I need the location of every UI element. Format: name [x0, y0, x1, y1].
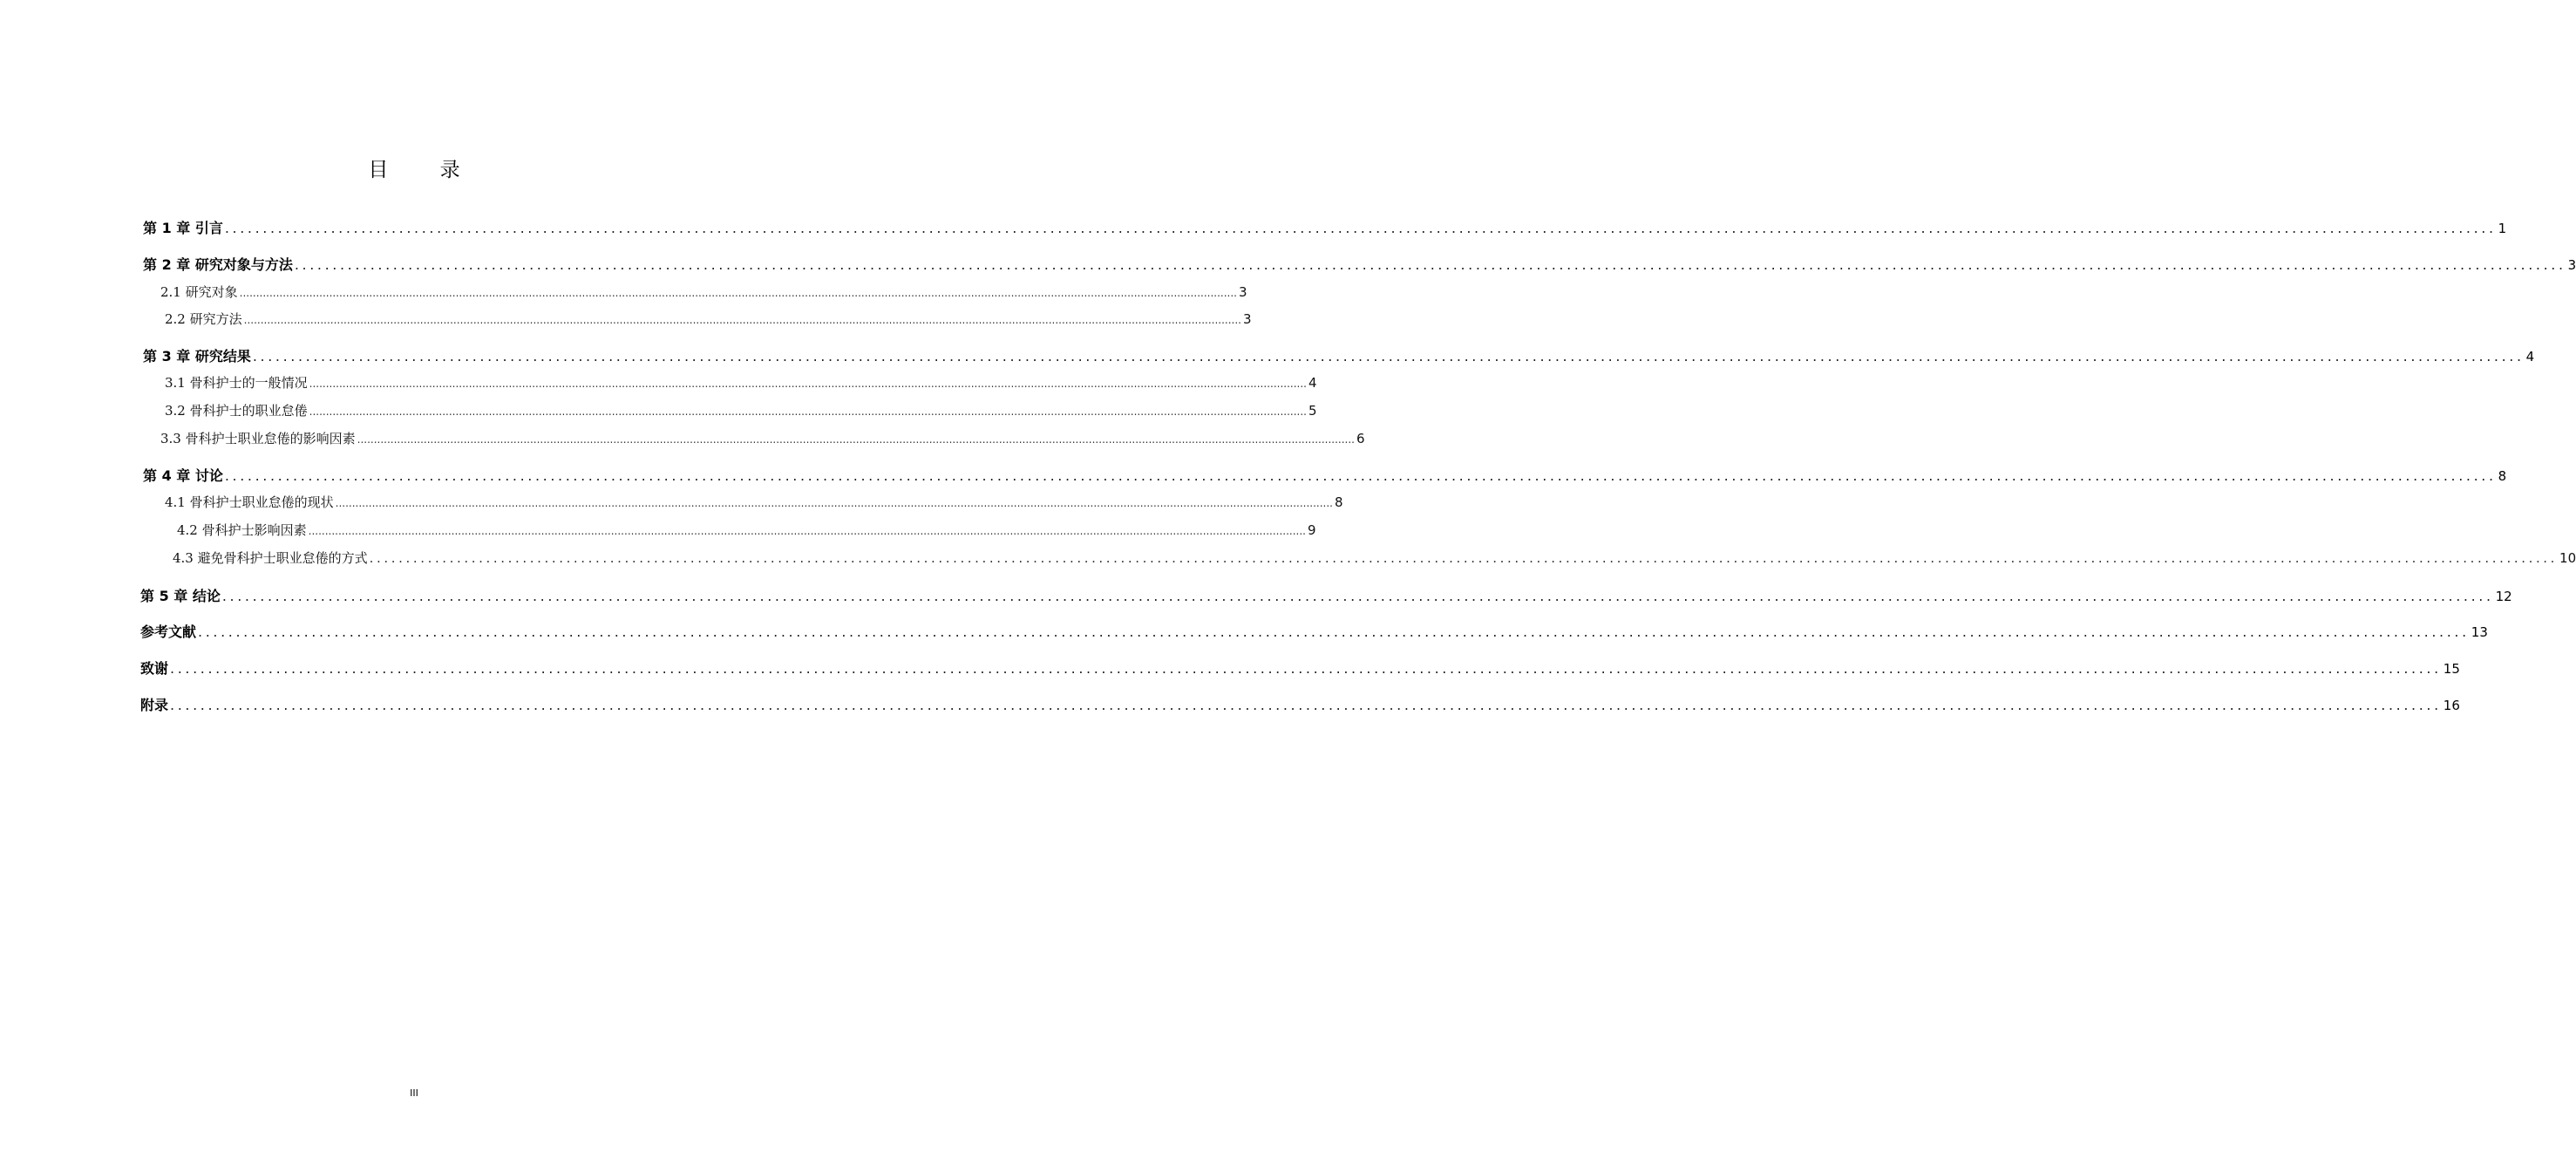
- toc-entry-page: 3: [1242, 311, 1252, 327]
- toc-entry-label: 3.1 骨科护士的一般情况: [165, 375, 308, 391]
- toc-entry-label: 4.3 避免骨科护士职业怠倦的方式: [173, 550, 368, 566]
- toc-entry-label: 2.1 研究对象: [160, 284, 238, 300]
- toc-entry-section-2-2[interactable]: [165, 310, 1252, 328]
- toc-dot-leader: ............................................................................................................................................................................................................................................................................................................: [252, 348, 2525, 365]
- toc-entry-page: 4: [2525, 349, 2535, 365]
- toc-entry-page: 12: [2495, 589, 2512, 604]
- toc-entry-page: 6: [1356, 431, 1365, 446]
- toc-entry-label: 4.1 骨科护士职业怠倦的现状: [165, 494, 334, 510]
- toc-entry-chapter-1[interactable]: [143, 217, 2507, 237]
- toc-entry-chapter-2[interactable]: [143, 254, 2576, 274]
- toc-entry-page: 15: [2443, 661, 2460, 677]
- toc-entry-chapter-3[interactable]: [143, 345, 2535, 365]
- toc-entry-page: 10: [2559, 550, 2576, 566]
- toc-dot-leader: ............................................................................................................................................................................................................................................................................................................: [224, 220, 2497, 236]
- toc-entry-chapter-5[interactable]: [140, 585, 2512, 605]
- toc-dot-leader: ............................................................................................................................................................................................................................................................................................................: [170, 697, 2442, 713]
- toc-entry-label: 2.2 研究方法: [165, 311, 242, 327]
- toc-entry-label: 第 1 章 引言: [143, 220, 223, 236]
- toc-entry-page: 8: [1334, 494, 1343, 510]
- toc-dot-leader: ............................................................................................................................................................................................................................................................................................................: [335, 497, 1333, 509]
- toc-dot-leader: ............................................................................................................................................................................................................................................................................................................: [224, 467, 2497, 484]
- toc-dot-leader: ............................................................................................................................................................................................................................................................................................................: [309, 378, 1307, 390]
- toc-entry-section-3-3[interactable]: [160, 429, 1365, 447]
- toc-entry-section-4-2[interactable]: [177, 521, 1316, 539]
- toc-entry-label: 3.2 骨科护士的职业怠倦: [165, 403, 308, 419]
- toc-entry-page: 8: [2498, 468, 2507, 484]
- toc-dot-leader: ............................................................................................................................................................................................................................................................................................................: [294, 256, 2566, 273]
- toc-entry-section-2-1[interactable]: [160, 283, 1247, 301]
- toc-entry-page: 3: [1238, 284, 1247, 300]
- toc-entry-label: 第 5 章 结论: [140, 588, 221, 604]
- toc-entry-section-3-1[interactable]: [165, 373, 1317, 392]
- toc-entry-section-4-1[interactable]: [165, 493, 1343, 511]
- toc-entry-section-4-3[interactable]: [173, 549, 2576, 567]
- toc-entry-label: 致谢: [140, 660, 169, 677]
- toc-entry-page: 16: [2443, 698, 2460, 713]
- page-number: III: [410, 1087, 418, 1099]
- toc-entry-label: 第 2 章 研究对象与方法: [143, 256, 293, 273]
- toc-entry-label: 第 3 章 研究结果: [143, 348, 251, 365]
- toc-entry-page: 4: [1308, 375, 1317, 391]
- toc-entry-page: 9: [1307, 522, 1316, 538]
- toc-entry-chapter-4[interactable]: [143, 465, 2507, 485]
- toc-dot-leader: ............................................................................................................................................................................................................................................................................................................: [309, 405, 1307, 418]
- toc-entry-appendix[interactable]: [140, 694, 2460, 714]
- toc-entry-label: 4.2 骨科护士影响因素: [177, 522, 307, 538]
- toc-entry-label: 第 4 章 讨论: [143, 467, 223, 484]
- toc-entry-label: 附录: [140, 697, 169, 713]
- toc-dot-leader: ............................................................................................................................................................................................................................................................................................................: [239, 287, 1237, 299]
- toc-entry-label: 3.3 骨科护士职业怠倦的影响因素: [160, 431, 356, 446]
- toc-dot-leader: ............................................................................................................................................................................................................................................................................................................: [221, 588, 2494, 604]
- toc-title: 目 录: [368, 159, 483, 181]
- toc-dot-leader: ............................................................................................................................................................................................................................................................................................................: [357, 433, 1355, 446]
- toc-entry-page: 13: [2471, 624, 2488, 640]
- toc-entry-references[interactable]: [140, 621, 2488, 641]
- toc-dot-leader: ............................................................................................................................................................................................................................................................................................................: [243, 314, 1241, 326]
- toc-entry-page: 3: [2567, 257, 2576, 273]
- toc-entry-page: 1: [2498, 221, 2507, 236]
- toc-dot-leader: ............................................................................................................................................................................................................................................................................................................: [198, 623, 2470, 640]
- toc-entry-page: 5: [1308, 403, 1317, 419]
- toc-entry-section-3-2[interactable]: [165, 401, 1317, 419]
- toc-entry-label: 参考文献: [140, 623, 197, 640]
- toc-entry-acknowledgements[interactable]: [140, 658, 2460, 678]
- toc-dot-leader: ............................................................................................................................................................................................................................................................................................................: [170, 660, 2442, 677]
- toc-dot-leader: ............................................................................................................................................................................................................................................................................................................: [369, 550, 2559, 566]
- toc-dot-leader: ............................................................................................................................................................................................................................................................................................................: [308, 525, 1306, 537]
